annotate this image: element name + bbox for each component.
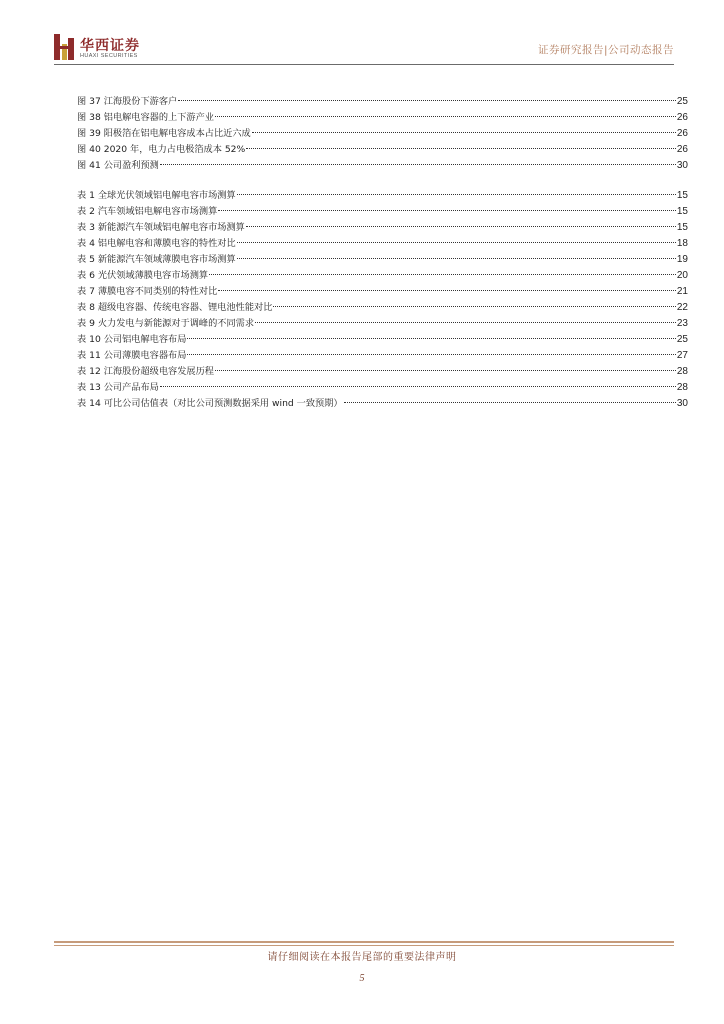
toc-entry-table-12[interactable] bbox=[77, 364, 688, 379]
toc-leader-dots bbox=[215, 116, 676, 117]
toc-entry-label: 图 40 2020 年，电力占电极箔成本 52% bbox=[77, 144, 246, 155]
toc-entry-label: 表 5 新能源汽车领域薄膜电容市场测算 bbox=[77, 254, 236, 265]
toc-entry-label: 表 2 汽车领域铝电解电容市场测算 bbox=[77, 206, 218, 217]
toc-entry-page: 25 bbox=[676, 96, 688, 107]
toc-entry-label: 表 9 火力发电与新能源对于调峰的不同需求 bbox=[77, 318, 255, 329]
toc-entry-table-9[interactable] bbox=[77, 316, 688, 331]
toc-entry-page: 28 bbox=[676, 382, 688, 393]
toc-entry-page: 21 bbox=[676, 286, 688, 297]
toc-entry-label: 表 11 公司薄膜电容器布局 bbox=[77, 350, 187, 361]
toc-leader-dots bbox=[187, 354, 675, 355]
toc-entry-table-11[interactable] bbox=[77, 348, 688, 363]
toc-entry-table-13[interactable] bbox=[77, 380, 688, 395]
toc-entry-label: 表 1 全球光伏领域铝电解电容市场测算 bbox=[77, 190, 236, 201]
toc-entry-page: 28 bbox=[676, 366, 688, 377]
toc-entry-figure-40[interactable] bbox=[77, 142, 688, 157]
toc-leader-dots bbox=[237, 194, 676, 195]
logo-chinese-name: 华西证券 bbox=[80, 38, 140, 54]
toc-entry-page: 20 bbox=[676, 270, 688, 281]
toc-entry-label: 表 6 光伏领域薄膜电容市场测算 bbox=[77, 270, 209, 281]
toc-leader-dots bbox=[215, 370, 676, 371]
toc-leader-dots bbox=[246, 226, 676, 227]
header-divider bbox=[54, 64, 674, 65]
toc-entry-page: 15 bbox=[676, 206, 688, 217]
toc-entry-label: 表 14 可比公司估值表（对比公司预测数据采用 wind 一致预期） bbox=[77, 398, 343, 409]
toc-entry-label: 图 38 铝电解电容器的上下游产业 bbox=[77, 112, 214, 123]
toc-entry-page: 27 bbox=[676, 350, 688, 361]
footer-divider-thin bbox=[54, 945, 674, 946]
toc-entry-table-14[interactable] bbox=[77, 396, 688, 411]
toc-entry-page: 30 bbox=[676, 398, 688, 409]
toc-leader-dots bbox=[209, 274, 676, 275]
toc-entry-table-6[interactable] bbox=[77, 268, 688, 283]
toc-leader-dots bbox=[273, 306, 675, 307]
toc-entry-label: 表 8 超级电容器、传统电容器、锂电池性能对比 bbox=[77, 302, 273, 313]
toc-entry-label: 表 4 铝电解电容和薄膜电容的特性对比 bbox=[77, 238, 236, 249]
toc-entry-table-1[interactable] bbox=[77, 188, 688, 203]
legal-disclaimer-note: 请仔细阅读在本报告尾部的重要法律声明 bbox=[267, 952, 457, 963]
toc-entry-label: 图 39 阳极箔在铝电解电容成本占比近六成 bbox=[77, 128, 251, 139]
toc-entry-table-10[interactable] bbox=[77, 332, 688, 347]
toc-entry-page: 30 bbox=[676, 160, 688, 171]
toc-leader-dots bbox=[160, 164, 676, 165]
toc-leader-dots bbox=[246, 148, 676, 149]
toc-entry-label: 表 10 公司铝电解电容布局 bbox=[77, 334, 187, 345]
toc-entry-label: 表 3 新能源汽车领域铝电解电容市场测算 bbox=[77, 222, 245, 233]
toc-leader-dots bbox=[344, 402, 676, 403]
toc-entry-table-4[interactable] bbox=[77, 236, 688, 251]
toc-leader-dots bbox=[187, 338, 675, 339]
toc-leader-dots bbox=[178, 100, 676, 101]
toc-entry-figure-37[interactable] bbox=[77, 94, 688, 109]
toc-leader-dots bbox=[252, 132, 676, 133]
toc-leader-dots bbox=[218, 210, 676, 211]
toc-leader-dots bbox=[237, 258, 676, 259]
toc-entry-page: 18 bbox=[676, 238, 688, 249]
toc-entry-label: 表 13 公司产品布局 bbox=[77, 382, 159, 393]
toc-leader-dots bbox=[160, 386, 676, 387]
toc-entry-table-7[interactable] bbox=[77, 284, 688, 299]
toc-entry-table-5[interactable] bbox=[77, 252, 688, 267]
toc-leader-dots bbox=[218, 290, 676, 291]
toc-entry-table-2[interactable] bbox=[77, 204, 688, 219]
toc-entry-page: 15 bbox=[676, 190, 688, 201]
page-header bbox=[54, 34, 674, 64]
report-type-label: 证券研究报告|公司动态报告 bbox=[537, 44, 674, 56]
toc-entry-page: 19 bbox=[676, 254, 688, 265]
toc-entry-label: 图 41 公司盈利预测 bbox=[77, 160, 159, 171]
toc-entry-label: 表 12 江海股份超级电容发展历程 bbox=[77, 366, 214, 377]
toc-leader-dots bbox=[237, 242, 676, 243]
toc-entry-page: 15 bbox=[676, 222, 688, 233]
toc-entry-page: 26 bbox=[676, 128, 688, 139]
toc-entry-label: 图 37 江海股份下游客户 bbox=[77, 96, 178, 107]
footer-divider bbox=[54, 941, 674, 943]
toc-entry-figure-39[interactable] bbox=[77, 126, 688, 141]
toc-leader-dots bbox=[255, 322, 676, 323]
toc-entry-table-8[interactable] bbox=[77, 300, 688, 315]
page-number: 5 bbox=[359, 973, 365, 984]
huaxi-logo-icon bbox=[54, 34, 74, 60]
toc-entry-page: 23 bbox=[676, 318, 688, 329]
toc-entry-page: 25 bbox=[676, 334, 688, 345]
toc-entry-page: 26 bbox=[676, 112, 688, 123]
toc-entry-page: 22 bbox=[676, 302, 688, 313]
toc-entry-figure-41[interactable] bbox=[77, 158, 688, 173]
toc-entry-label: 表 7 薄膜电容不同类别的特性对比 bbox=[77, 286, 218, 297]
toc-entry-page: 26 bbox=[676, 144, 688, 155]
toc-entry-figure-38[interactable] bbox=[77, 110, 688, 125]
logo-english-name: HUAXI SECURITIES bbox=[80, 53, 138, 59]
toc-entry-table-3[interactable] bbox=[77, 220, 688, 235]
